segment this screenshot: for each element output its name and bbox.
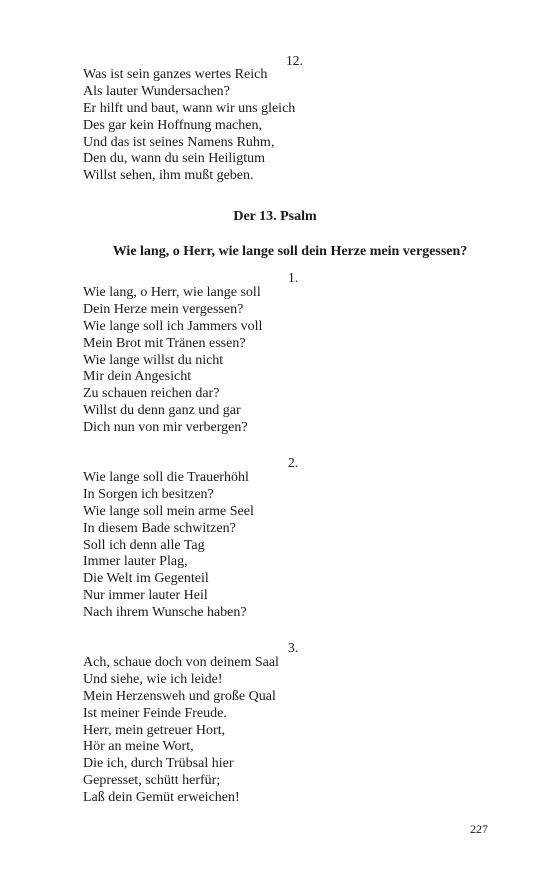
verse-line: Wie lang, o Herr, wie lange soll <box>83 285 261 300</box>
verse-line: Die ich, durch Trübsal hier <box>83 756 234 772</box>
page-number: 227 <box>470 822 488 836</box>
stanza-number: 3. <box>288 640 299 655</box>
verse-line: Dich nun von mir verbergen? <box>83 420 248 436</box>
verse-line: Mein Herzensweh und große Qual <box>83 688 276 704</box>
verse-line: Und siehe, wie ich leide! <box>83 671 223 687</box>
verse-line: Des gar kein Hoffnung machen, <box>83 117 262 133</box>
verse-line: Gepresset, schütt herfür; <box>83 773 221 789</box>
verse-line: Mir dein Angesicht <box>83 369 192 385</box>
verse-line: Willst sehen, ihm mußt geben. <box>83 168 254 184</box>
stanza-number: 1. <box>288 270 299 285</box>
psalm-subtitle: Wie lang, o Herr, wie lange soll dein Herze mein vergessen? <box>112 244 468 259</box>
verse-line: Zu schauen reichen dar? <box>83 386 220 402</box>
verse-line: Herr, mein getreuer Hort, <box>83 722 226 738</box>
stanza-3 <box>83 655 279 807</box>
psalm-title: Der 13. Psalm <box>233 209 317 224</box>
stanza-number: 12. <box>286 53 303 68</box>
verse-line: Den du, wann du sein Heiligtum <box>83 151 265 167</box>
verse-line: Hör an meine Wort, <box>83 739 194 755</box>
verse-line: Wie lange soll die Trauerhöhl <box>83 470 249 485</box>
verse-line: Die Welt im Gegenteil <box>83 571 209 587</box>
verse-line: Er hilft und baut, wann wir uns gleich <box>83 100 296 116</box>
verse-line: In diesem Bade schwitzen? <box>83 520 236 536</box>
verse-line: Dein Herze mein vergessen? <box>83 301 244 317</box>
verse-line: Ist meiner Feinde Freude. <box>83 705 227 721</box>
verse-line: Laß dein Gemüt erweichen! <box>83 790 240 806</box>
verse-line: Wie lange soll mein arme Seel <box>83 503 254 519</box>
verse-line: Immer lauter Plag, <box>83 554 188 570</box>
verse-line: Und das ist seines Namens Ruhm, <box>83 134 275 150</box>
verse-line: Willst du denn ganz und gar <box>83 403 241 419</box>
verse-line: In Sorgen ich besitzen? <box>83 486 214 502</box>
verse-line: Nur immer lauter Heil <box>83 588 208 604</box>
verse-line: Ach, schaue doch von deinem Saal <box>83 655 279 670</box>
verse-line: Wie lange soll ich Jammers voll <box>83 318 263 334</box>
verse-line: Nach ihrem Wunsche haben? <box>83 605 247 621</box>
verse-line: Soll ich denn alle Tag <box>83 537 205 553</box>
stanza-2 <box>83 470 254 622</box>
verse-line: Mein Brot mit Tränen essen? <box>83 335 246 351</box>
stanza-1 <box>83 285 262 437</box>
stanza-12 <box>83 67 295 185</box>
verse-line: Was ist sein ganzes wertes Reich <box>83 67 268 82</box>
stanza-number: 2. <box>288 455 299 470</box>
verse-line: Als lauter Wundersachen? <box>83 83 230 99</box>
verse-line: Wie lange willst du nicht <box>83 352 224 368</box>
